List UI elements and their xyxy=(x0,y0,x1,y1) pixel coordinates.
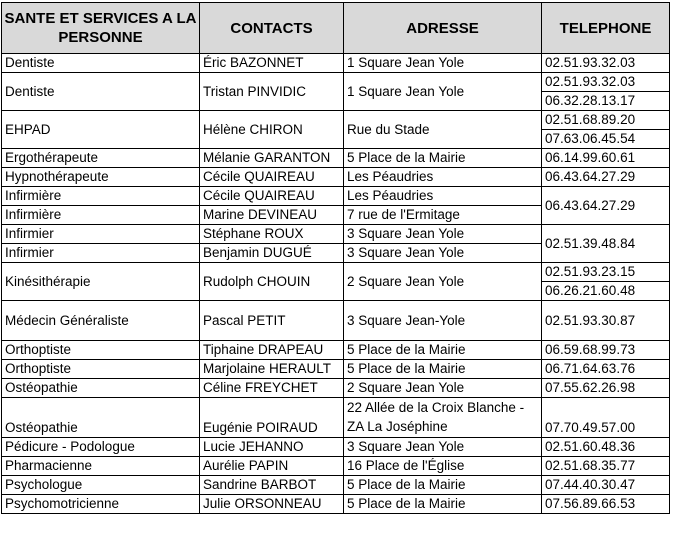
service-cell[interactable]: Orthoptiste xyxy=(2,341,200,360)
phone-cell[interactable]: 06.71.64.63.76 xyxy=(542,360,670,379)
phone-cell[interactable]: 02.51.68.35.77 xyxy=(542,457,670,476)
address-cell[interactable]: 5 Place de la Mairie xyxy=(344,476,542,495)
service-cell[interactable]: Pharmacienne xyxy=(2,457,200,476)
table-row xyxy=(2,54,670,73)
table-row xyxy=(2,457,670,476)
service-cell[interactable]: Infirmier xyxy=(2,244,200,263)
service-cell[interactable]: EHPAD xyxy=(2,111,200,149)
table-row xyxy=(2,149,670,168)
service-cell[interactable]: Hypnothérapeute xyxy=(2,168,200,187)
service-cell[interactable]: Orthoptiste xyxy=(2,360,200,379)
header-row xyxy=(2,3,670,54)
service-cell[interactable]: Dentiste xyxy=(2,73,200,111)
address-cell[interactable]: 7 rue de l'Ermitage xyxy=(344,206,542,225)
phone-cell[interactable]: 07.55.62.26.98 xyxy=(542,379,670,398)
address-cell[interactable]: Rue du Stade xyxy=(344,111,542,149)
service-cell[interactable]: Infirmier xyxy=(2,225,200,244)
phone-cell[interactable]: 02.51.39.48.84 xyxy=(542,225,670,263)
phone-cell[interactable]: 06.43.64.27.29 xyxy=(542,168,670,187)
contact-cell[interactable]: Marine DEVINEAU xyxy=(200,206,344,225)
contact-cell[interactable]: Eugénie POIRAUD xyxy=(200,398,344,438)
contact-cell[interactable]: Mélanie GARANTON xyxy=(200,149,344,168)
phone-cell[interactable]: 07.63.06.45.54 xyxy=(542,130,670,149)
contact-cell[interactable]: Céline FREYCHET xyxy=(200,379,344,398)
table-row xyxy=(2,111,670,130)
address-cell[interactable]: 1 Square Jean Yole xyxy=(344,54,542,73)
contact-cell[interactable]: Benjamin DUGUÉ xyxy=(200,244,344,263)
phone-cell[interactable]: 07.56.89.66.53 xyxy=(542,495,670,514)
table-row xyxy=(2,263,670,282)
address-cell[interactable]: 3 Square Jean Yole xyxy=(344,438,542,457)
table-row xyxy=(2,168,670,187)
phone-cell[interactable]: 06.26.21.60.48 xyxy=(542,282,670,301)
service-cell[interactable]: Ostéopathie xyxy=(2,398,200,438)
address-cell[interactable]: 3 Square Jean Yole xyxy=(344,244,542,263)
contact-cell[interactable]: Cécile QUAIREAU xyxy=(200,168,344,187)
service-cell[interactable]: Médecin Généraliste xyxy=(2,301,200,341)
address-cell[interactable]: 22 Allée de la Croix Blanche - ZA La Joséphine xyxy=(344,398,542,438)
table-row xyxy=(2,495,670,514)
service-cell[interactable]: Dentiste xyxy=(2,54,200,73)
phone-cell[interactable]: 06.32.28.13.17 xyxy=(542,92,670,111)
service-cell[interactable]: Psychologue xyxy=(2,476,200,495)
phone-cell[interactable]: 06.43.64.27.29 xyxy=(542,187,670,225)
phone-cell[interactable]: 02.51.68.89.20 xyxy=(542,111,670,130)
phone-cell[interactable]: 02.51.93.32.03 xyxy=(542,54,670,73)
contact-cell[interactable]: Stéphane ROUX xyxy=(200,225,344,244)
header-address[interactable]: ADRESSE xyxy=(344,3,542,54)
contact-cell[interactable]: Tiphaine DRAPEAU xyxy=(200,341,344,360)
header-telephone[interactable]: TELEPHONE xyxy=(542,3,670,54)
table-row xyxy=(2,73,670,92)
contact-cell[interactable]: Julie ORSONNEAU xyxy=(200,495,344,514)
address-cell[interactable]: 5 Place de la Mairie xyxy=(344,149,542,168)
service-cell[interactable]: Kinésithérapie xyxy=(2,263,200,301)
contact-cell[interactable]: Aurélie PAPIN xyxy=(200,457,344,476)
contact-cell[interactable]: Rudolph CHOUIN xyxy=(200,263,344,301)
table-row xyxy=(2,360,670,379)
address-cell[interactable]: 5 Place de la Mairie xyxy=(344,341,542,360)
header-contacts[interactable]: CONTACTS xyxy=(200,3,344,54)
phone-cell[interactable]: 07.44.40.30.47 xyxy=(542,476,670,495)
header-service[interactable]: SANTE ET SERVICES A LA PERSONNE xyxy=(2,3,200,54)
table-row xyxy=(2,438,670,457)
address-cell[interactable]: 2 Square Jean Yole xyxy=(344,263,542,301)
contact-cell[interactable]: Éric BAZONNET xyxy=(200,54,344,73)
address-cell[interactable]: 3 Square Jean Yole xyxy=(344,225,542,244)
service-cell[interactable]: Ergothérapeute xyxy=(2,149,200,168)
phone-cell[interactable]: 06.59.68.99.73 xyxy=(542,341,670,360)
service-cell[interactable]: Psychomotricienne xyxy=(2,495,200,514)
contact-cell[interactable]: Sandrine BARBOT xyxy=(200,476,344,495)
phone-cell[interactable]: 02.51.93.23.15 xyxy=(542,263,670,282)
address-cell[interactable]: 5 Place de la Mairie xyxy=(344,360,542,379)
table-row xyxy=(2,187,670,206)
service-cell[interactable]: Infirmière xyxy=(2,206,200,225)
table-row xyxy=(2,225,670,244)
table-row xyxy=(2,341,670,360)
address-cell[interactable]: 16 Place de l'Église xyxy=(344,457,542,476)
contact-cell[interactable]: Hélène CHIRON xyxy=(200,111,344,149)
address-cell[interactable]: 5 Place de la Mairie xyxy=(344,495,542,514)
phone-cell[interactable]: 02.51.60.48.36 xyxy=(542,438,670,457)
address-cell[interactable]: 3 Square Jean-Yole xyxy=(344,301,542,341)
contact-cell[interactable]: Cécile QUAIREAU xyxy=(200,187,344,206)
phone-cell[interactable]: 07.70.49.57.00 xyxy=(542,398,670,438)
service-cell[interactable]: Pédicure - Podologue xyxy=(2,438,200,457)
address-cell[interactable]: Les Péaudries xyxy=(344,168,542,187)
table-row xyxy=(2,476,670,495)
address-cell[interactable]: 1 Square Jean Yole xyxy=(344,73,542,111)
address-cell[interactable]: Les Péaudries xyxy=(344,187,542,206)
phone-cell[interactable]: 02.51.93.32.03 xyxy=(542,73,670,92)
contact-cell[interactable]: Tristan PINVIDIC xyxy=(200,73,344,111)
service-cell[interactable]: Infirmière xyxy=(2,187,200,206)
table-row xyxy=(2,301,670,341)
address-cell[interactable]: 2 Square Jean Yole xyxy=(344,379,542,398)
service-cell[interactable]: Ostéopathie xyxy=(2,379,200,398)
health-services-table xyxy=(1,2,670,514)
contact-cell[interactable]: Lucie JEHANNO xyxy=(200,438,344,457)
phone-cell[interactable]: 02.51.93.30.87 xyxy=(542,301,670,341)
contact-cell[interactable]: Marjolaine HERAULT xyxy=(200,360,344,379)
table-row xyxy=(2,379,670,398)
phone-cell[interactable]: 06.14.99.60.61 xyxy=(542,149,670,168)
table-row xyxy=(2,398,670,438)
contact-cell[interactable]: Pascal PETIT xyxy=(200,301,344,341)
